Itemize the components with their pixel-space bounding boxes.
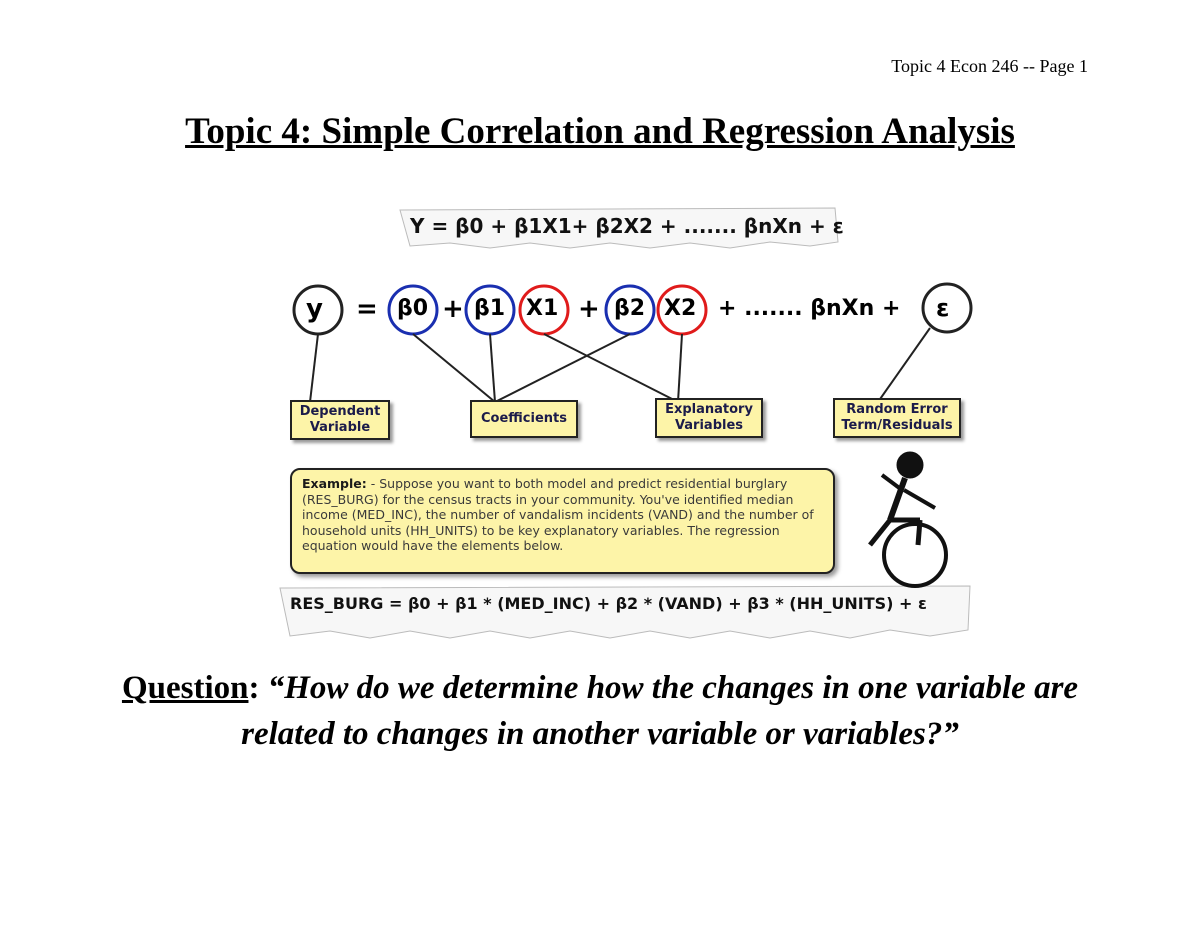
example-box — [290, 468, 835, 574]
label-coefficients: Coefficients — [470, 400, 578, 438]
label-error-line1: Random Error — [846, 402, 948, 417]
term-equals: = — [356, 294, 378, 324]
term-x1: X1 — [526, 296, 559, 321]
term-b1: β1 — [474, 296, 506, 321]
term-b0: β0 — [397, 296, 429, 321]
general-equation: Y = β0 + β1X1+ β2X2 + ....... βnXn + ε — [410, 214, 844, 238]
regression-figure — [270, 190, 980, 655]
label-random-error — [833, 398, 961, 438]
example-lead: Example: — [302, 476, 367, 491]
page-title: Topic 4: Simple Correlation and Regression Analysis — [185, 111, 1015, 152]
term-eps: ε — [936, 294, 950, 322]
example-text: - Suppose you want to both model and predict residential burglary (RES_BURG) for the census tracts in your community. You've identified median income (MED_INC), the number of vandalism incidents (VAND) and the number of household units (HH_UNITS) to be key explanatory variables. The regression equation would have the elements below. — [302, 476, 814, 553]
term-plus-1: + — [442, 294, 464, 324]
term-dots: + ....... βnXn + — [718, 296, 901, 321]
term-y: y — [306, 294, 323, 324]
term-b2: β2 — [614, 296, 646, 321]
label-dependent-variable — [290, 400, 390, 440]
question-colon: : — [248, 670, 260, 706]
label-explanatory-variables — [655, 398, 763, 438]
connector-lines — [310, 328, 930, 402]
question-block — [100, 665, 1100, 757]
example-equation: RES_BURG = β0 + β1 * (MED_INC) + β2 * (VAND) + β3 * (HH_UNITS) + ε — [290, 594, 927, 613]
thinking-figure-icon — [870, 452, 946, 586]
label-dependent-line1: Dependent — [299, 404, 381, 419]
question-label: Question — [121, 670, 249, 706]
label-explanatory-line1: Explanatory — [665, 402, 753, 417]
question-text: “How do we determine how the changes in one variable are related to changes in another variable or variables?” — [241, 670, 1079, 752]
label-explanatory-line2: Variables — [674, 418, 744, 433]
term-plus-2: + — [578, 294, 600, 324]
page-header: Topic 4 Econ 246 -- Page 1 — [891, 56, 1088, 76]
label-dependent-line2: Variable — [309, 420, 371, 435]
label-error-line2: Term/Residuals — [841, 418, 953, 433]
term-x2: X2 — [664, 296, 697, 321]
